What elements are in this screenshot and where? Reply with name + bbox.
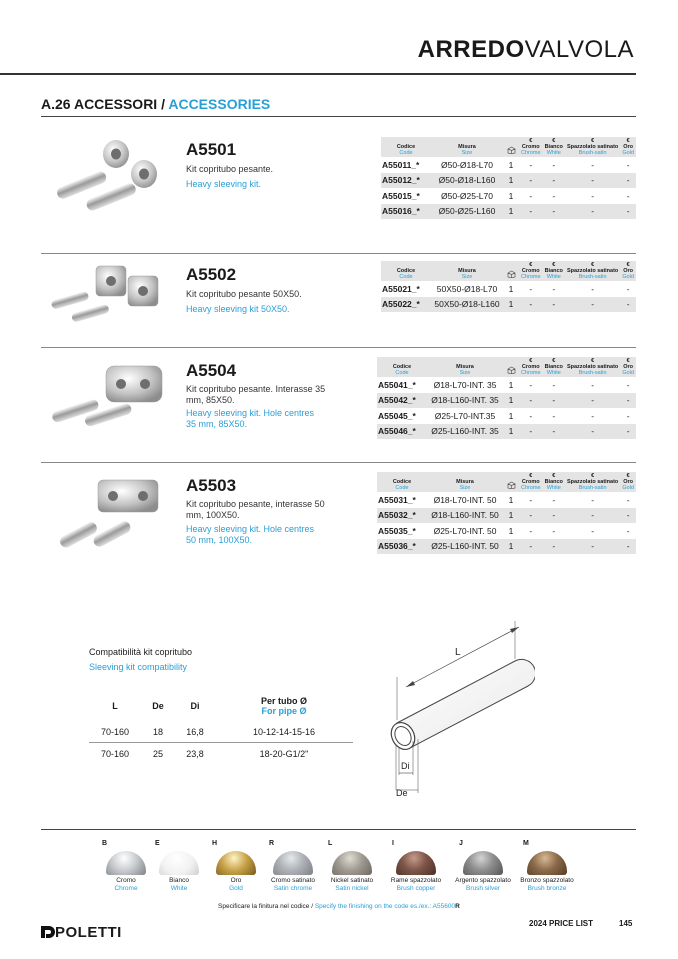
finish-cap xyxy=(216,851,256,875)
page-number: 145 xyxy=(619,919,633,928)
finish-swatch-e: E Bianco White xyxy=(151,840,207,893)
finish-cap xyxy=(106,851,146,875)
product-desc-en: Heavy sleeving kit. xyxy=(186,179,262,189)
package-icon xyxy=(503,357,519,377)
product-desc-it: Kit copritubo pesante. xyxy=(186,164,274,174)
table-row: 70-160 18 16,8 10-12-14-15-16 xyxy=(89,721,353,743)
product-desc-en: Heavy sleeving kit 50X50. xyxy=(186,304,290,314)
table-row: A55031_* Ø18-L70-INT. 50 1 - - - - xyxy=(378,494,630,505)
finish-cap xyxy=(396,851,436,875)
product-desc-it: Kit copritubo pesante, interasse 50 mm, 100X50. xyxy=(186,499,325,520)
product-desc-en: Heavy sleeving kit. Hole centres 35 mm, 85X50. xyxy=(186,408,315,429)
compat-table: L De Di Per tubo Ø For pipe Ø 70-160 18 16,8 10-12-14-15-16 70-160 25 23,8 18-20-G1/2" xyxy=(89,691,353,764)
product-table-a5503: Codice Code Misura Size € Cromo Chrome € Bianco White € Spazzolato satinato Brush-satin € Oro Gold A55031_* Ø18-L70-INT. 50 1 - - - - A55032_* Ø18-L160-INT. 50 1 - - - - A55035_* Ø25-L70-INT. 50 1 - - - - A55036_* Ø25-L160-INT. 50 1 - - - - xyxy=(377,472,636,554)
table-row: A55032_* Ø18-L160-INT. 50 1 - - - - xyxy=(377,508,636,524)
table-row: 70-160 25 23,8 18-20-G1/2" xyxy=(100,748,309,759)
package-icon xyxy=(503,137,519,157)
finish-swatch-l: L Nickel satinato Satin nickel xyxy=(328,840,374,892)
finish-swatch-m: M Bronzo spazzolato Brush bronze xyxy=(520,840,574,892)
product-desc-it: Kit copritubo pesante. Interasse 35 mm, 85X50. xyxy=(186,384,326,405)
diagram-label-di: Di xyxy=(401,761,410,771)
table-row: A55045_* Ø25-L70-INT.35 1 - - - - xyxy=(378,410,630,421)
table-row: A55016_* Ø50-Ø25-L160 1 - - - - xyxy=(381,204,636,220)
finish-cap xyxy=(332,851,372,875)
package-icon xyxy=(503,261,519,281)
table-row: A55046_* Ø25-L160-INT. 35 1 - - - - xyxy=(377,424,636,440)
diagram-label-de: De xyxy=(396,788,408,798)
header-divider xyxy=(0,73,636,75)
product-table-a5502: Codice Code Misura Size € Cromo Chrome € Bianco White € Spazzolato satinato Brush-satin € Oro Gold A55021_* 50X50-Ø18-L70 1 - - - - A55022_* 50X50-Ø18-L160 1 - - - - xyxy=(381,261,636,312)
table-row: A55021_* 50X50-Ø18-L70 1 - - - - xyxy=(382,283,630,294)
finish-cap xyxy=(273,851,313,875)
finish-swatch-r: R Cromo satinato Satin chrome xyxy=(269,840,316,892)
finish-note: Specificare la finitura nel codice / Specify the finishing on the code es./ex.: A55600R xyxy=(218,903,460,910)
finishes-divider xyxy=(41,829,636,830)
table-row: A55036_* Ø25-L160-INT. 50 1 - - - - xyxy=(377,539,636,555)
finish-cap xyxy=(527,851,567,875)
product-code: A5503 xyxy=(186,476,237,495)
diagram-label-l: L xyxy=(455,647,461,658)
finish-swatch-j: J Argento spazzolato Brush silver xyxy=(455,840,511,892)
finish-swatch-b: B Cromo Chrome xyxy=(98,840,154,893)
finish-cap xyxy=(463,851,503,875)
section-divider xyxy=(41,116,636,117)
table-row: A55015_* Ø50-Ø25-L70 1 - - - - xyxy=(382,190,630,201)
compat-title: Compatibilità kit copritubo Sleeving kit compatibility xyxy=(89,647,193,672)
product-table-a5504: Codice Code Misura Size € Cromo Chrome € Bianco White € Spazzolato satinato Brush-satin € Oro Gold A55041_* Ø18-L70-INT. 35 1 - - - - A55042_* Ø18-L160-INT. 35 1 - - - - A55045_* Ø25-L70-INT.35 1 - - - - A55046_* Ø25-L160-INT. 35 1 - - - - xyxy=(377,357,636,439)
table-row: A55012_* Ø50-Ø18-L160 1 - - - - xyxy=(381,173,636,189)
product-code: A5502 xyxy=(186,265,237,284)
product-code: A5504 xyxy=(186,361,237,380)
section-title: A.26 ACCESSORI / ACCESSORIES xyxy=(41,96,271,112)
product-divider xyxy=(41,347,636,348)
product-image-a5503 xyxy=(58,474,178,554)
poletti-logo-icon xyxy=(39,925,55,939)
table-row: A55042_* Ø18-L160-INT. 35 1 - - - - xyxy=(377,393,636,409)
product-image-a5502 xyxy=(44,262,164,332)
product-desc-it: Kit copritubo pesante 50X50. xyxy=(186,289,302,299)
product-divider xyxy=(41,253,636,254)
brand-title: ARREDOVALVOLA xyxy=(417,36,634,63)
pipe-dimension-diagram xyxy=(375,615,535,805)
table-row: A55022_* 50X50-Ø18-L160 1 - - - - xyxy=(381,297,636,313)
product-image-a5501 xyxy=(50,138,170,218)
product-image-a5504 xyxy=(48,358,168,433)
product-table-a5501: Codice Code Misura Size € Cromo Chrome € Bianco White € Spazzolato satinato Brush-satin € Oro Gold A55011_* Ø50-Ø18-L70 1 - - - - A55012_* Ø50-Ø18-L160 1 - - - - A55015_* Ø50-Ø25-L70 1 - - - - A55016_* Ø50-Ø25-L160 1 - - - - xyxy=(381,137,636,219)
product-divider xyxy=(41,462,636,463)
table-row: A55011_* Ø50-Ø18-L70 1 - - - - xyxy=(382,159,630,170)
finish-swatch-i: I Rame spazzolato Brush copper xyxy=(390,840,442,892)
table-row: A55035_* Ø25-L70-INT. 50 1 - - - - xyxy=(378,525,630,536)
poletti-logo: POLETTI xyxy=(39,924,122,941)
price-list-label: 2024 PRICE LIST xyxy=(529,919,594,928)
table-row: A55041_* Ø18-L70-INT. 35 1 - - - - xyxy=(378,379,630,390)
product-desc-en: Heavy sleeving kit. Hole centres 50 mm, 100X50. xyxy=(186,524,315,545)
finish-swatch-h: H Oro Gold xyxy=(208,840,264,893)
package-icon xyxy=(503,472,519,492)
finish-cap xyxy=(159,851,199,875)
product-code: A5501 xyxy=(186,140,237,159)
